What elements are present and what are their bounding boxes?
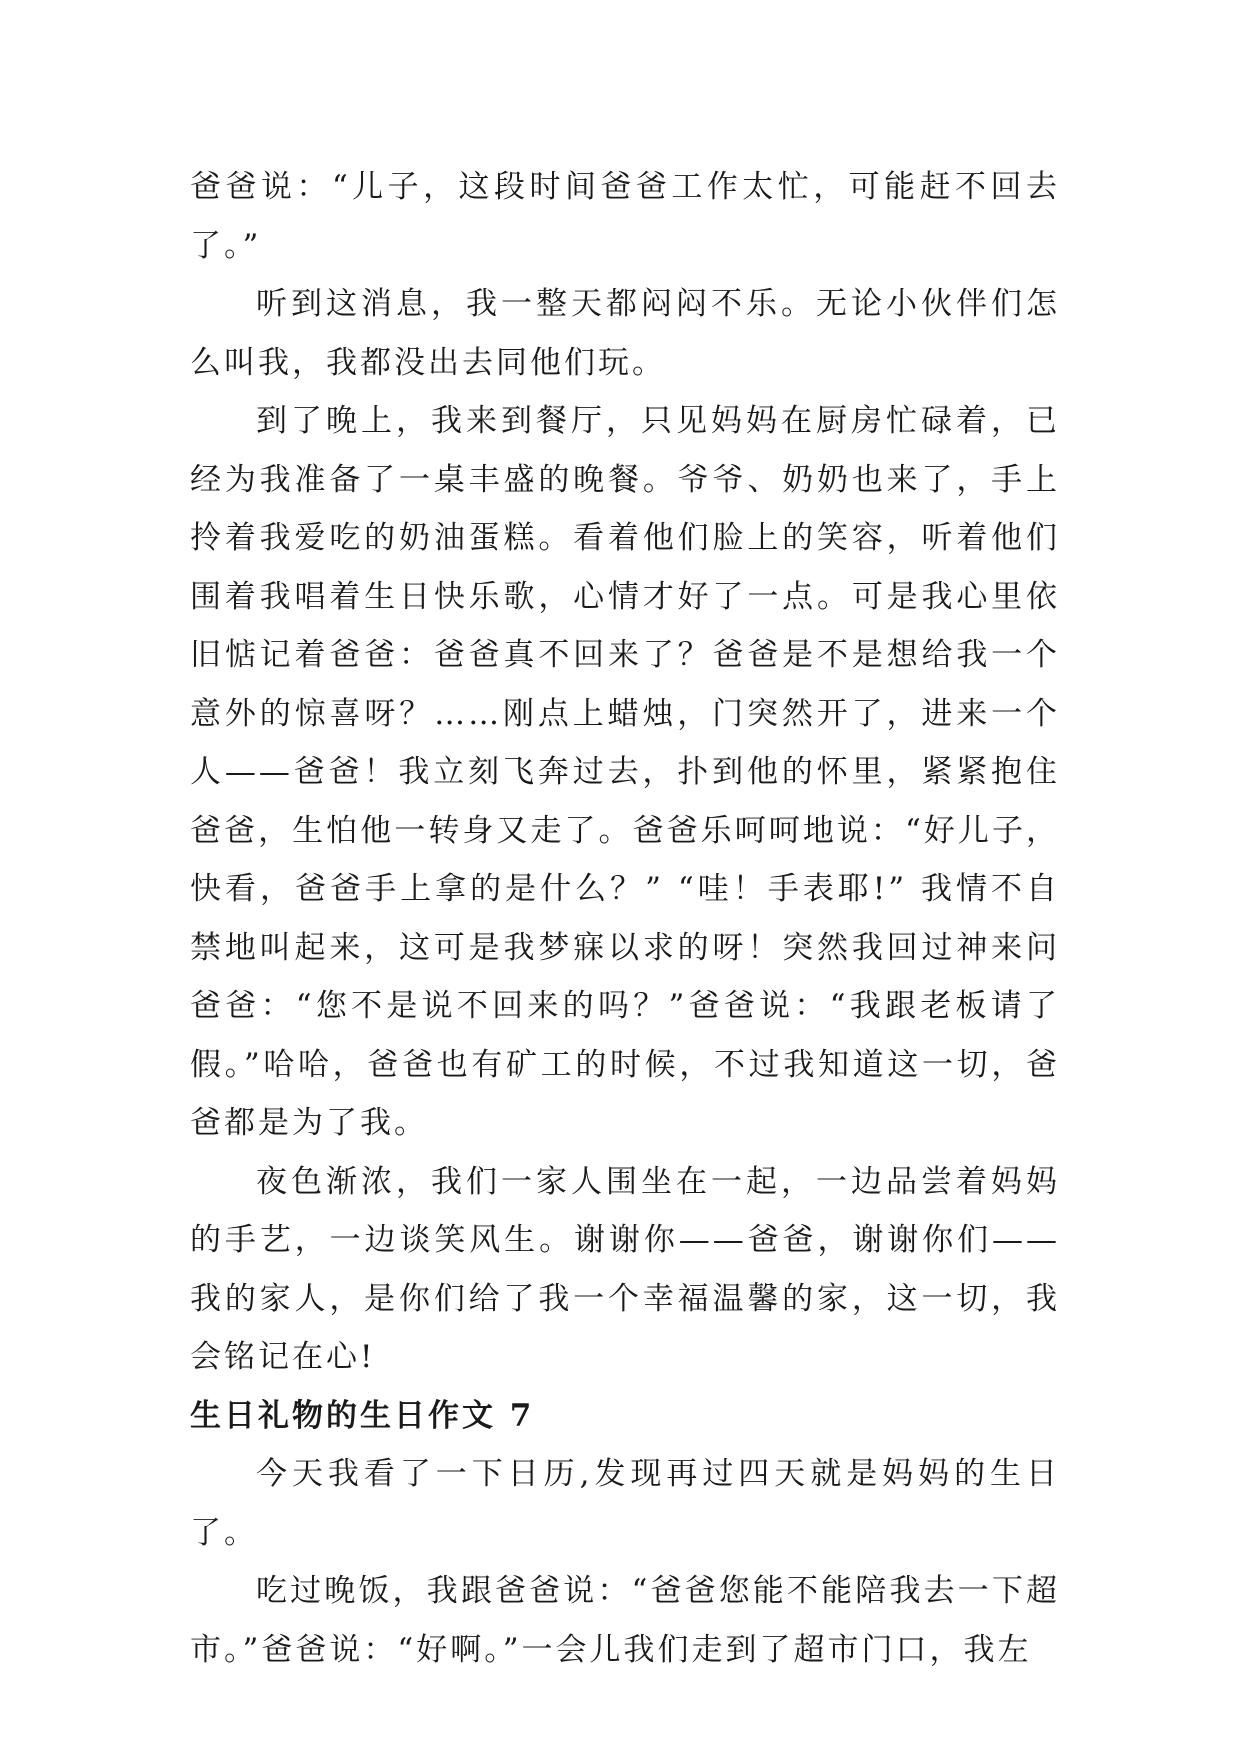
paragraph-dad-call: 爸爸说：“儿子，这段时间爸爸工作太忙，可能赶不回去了。” (190, 169, 1060, 264)
paragraph-calendar: 今天我看了一下日历,发现再过四天就是妈妈的生日了。 (190, 1456, 1060, 1551)
paragraph-supermarket: 吃过晚饭，我跟爸爸说：“爸爸您能不能陪我去一下超市。”爸爸说：“好啊。”一会儿我们走到了超市门口，我左 (190, 1573, 1060, 1668)
paragraph-birthday-evening: 到了晚上，我来到餐厅，只见妈妈在厨房忙碌着，已经为我准备了一桌丰盛的晚餐。爷爷、奶奶也来了，手上拎着我爱吃的奶油蛋糕。看着他们脸上的笑容，听着他们围着我唱着生日快乐歌，心情才好了一点。可是我心里依旧惦记着爸爸：爸爸真不回来了？爸爸是不是想给我一个意外的惊喜呀？……刚点上蜡烛，门突然开了，进来一个人——爸爸！我立刻飞奔过去，扑到他的怀里，紧紧抱住爸爸，生怕他一转身又走了。爸爸乐呵呵地说：“好儿子，快看，爸爸手上拿的是什么？” “哇！手表耶!” 我情不自禁地叫起来，这可是我梦寐以求的呀！突然我回过神来问爸爸：“您不是说不回来的吗？”爸爸说：“我跟老板请了假。”哈哈，爸爸也有矿工的时候，不过我知道这一切，爸爸都是为了我。 (190, 403, 1060, 1141)
essay-heading: 生日礼物的生日作文 7 (190, 1397, 535, 1434)
paragraph-family-gratitude: 夜色渐浓，我们一家人围坐在一起，一边品尝着妈妈的手艺，一边谈笑风生。谢谢你——爸爸，谢谢你们——我的家人，是你们给了我一个幸福温馨的家，这一切，我会铭记在心! (190, 1163, 1060, 1375)
document-body (190, 158, 1060, 1679)
paragraph-sad-news: 听到这消息，我一整天都闷闷不乐。无论小伙伴们怎么叫我，我都没出去同他们玩。 (190, 286, 1060, 381)
